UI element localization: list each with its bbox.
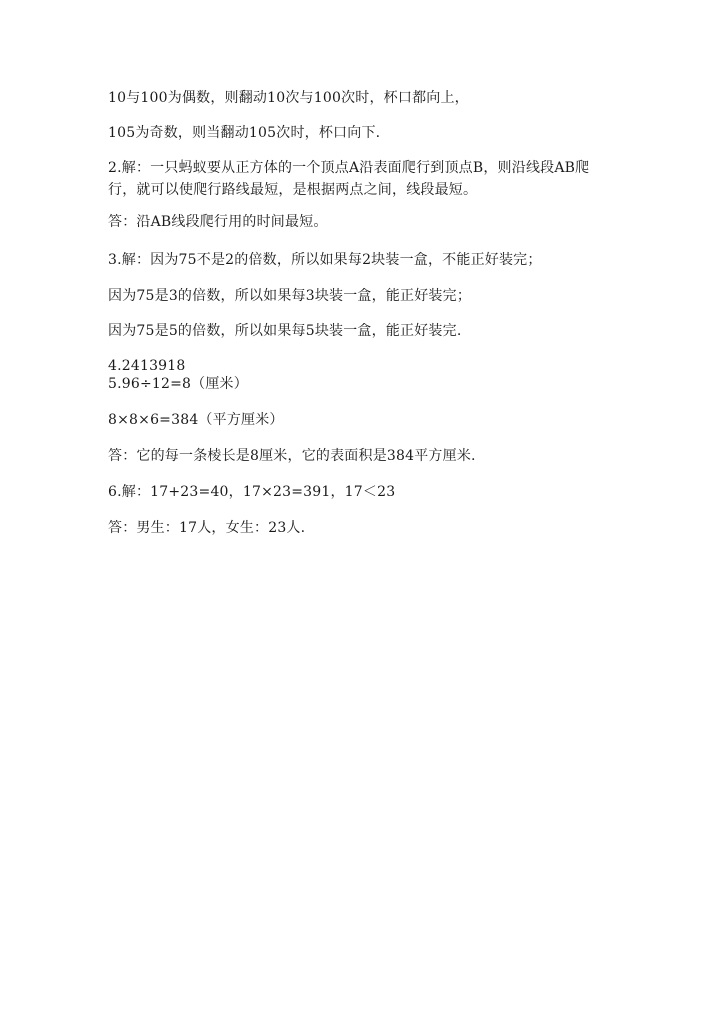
answer-5-line-2: 8×8×6=384（平方厘米）	[108, 412, 284, 428]
answer-5-line-1: 5.96÷12=8（厘米）	[108, 376, 248, 392]
answer-3-line-1: 3.解：因为75不是2的倍数，所以如果每2块装一盒，不能正好装完；	[108, 252, 542, 268]
answer-2-solution: 2.解：一只蚂蚁要从正方体的一个顶点A沿表面爬行到顶点B，则沿线段AB爬行，就可以使爬行路线最短，是根据两点之间，线段最短。	[108, 160, 590, 198]
answer-6-conclusion: 答：男生：17人，女生：23人.	[108, 520, 306, 536]
answer-1-line-2: 105为奇数，则当翻动105次时，杯口向下.	[108, 125, 381, 141]
answer-4: 4.2413918	[108, 358, 186, 374]
answer-2-conclusion: 答：沿AB线段爬行用的时间最短。	[108, 214, 328, 230]
answer-1-line-1: 10与100为偶数，则翻动10次与100次时，杯口都向上，	[108, 90, 469, 106]
answer-3-line-3: 因为75是5的倍数，所以如果每5块装一盒，能正好装完.	[108, 323, 462, 339]
answer-5-conclusion: 答：它的每一条棱长是8厘米，它的表面积是384平方厘米.	[108, 448, 476, 464]
answer-3-line-2: 因为75是3的倍数，所以如果每3块装一盒，能正好装完；	[108, 288, 472, 304]
answer-6-solution: 6.解：17+23=40，17×23=391，17＜23	[108, 484, 396, 500]
